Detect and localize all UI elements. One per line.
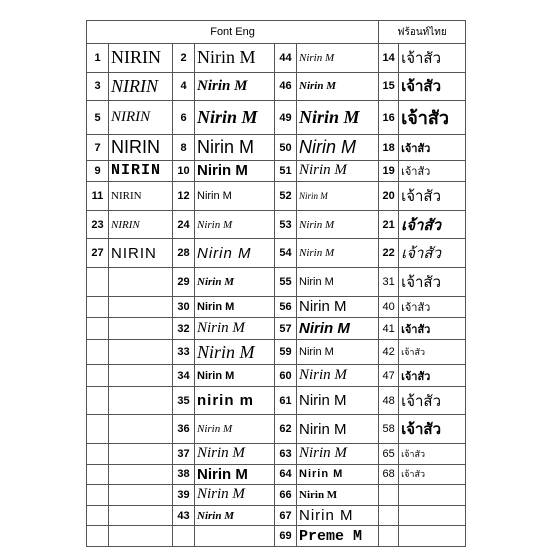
font-sample: Nirin M — [297, 182, 379, 211]
font-sample: Nirin M — [297, 160, 379, 182]
thai-font-sample: เจ้าสัว — [399, 101, 466, 135]
font-number: 55 — [275, 268, 297, 297]
thai-font-sample: เจ้าสัว — [399, 444, 466, 465]
font-number: 15 — [379, 72, 399, 101]
font-number: 21 — [379, 210, 399, 239]
font-number: 10 — [173, 160, 195, 182]
font-sample — [195, 526, 275, 547]
font-sample: Nirin M — [297, 444, 379, 465]
font-sample: Nirin M — [195, 415, 275, 444]
font-sample: NIRIN — [109, 135, 173, 160]
table-row — [87, 239, 466, 268]
font-sample: Nirin M — [195, 464, 275, 485]
font-sample: Nirin M — [195, 485, 275, 506]
font-number: 5 — [87, 101, 109, 135]
font-sample: Nirin M — [297, 365, 379, 387]
font-number: 50 — [275, 135, 297, 160]
font-sample: Nirin M — [297, 239, 379, 268]
font-number: 20 — [379, 182, 399, 211]
font-number: 32 — [173, 318, 195, 340]
font-number: 8 — [173, 135, 195, 160]
font-sample: Nirin M — [195, 239, 275, 268]
font-number: 56 — [275, 296, 297, 318]
font-number: 60 — [275, 365, 297, 387]
thai-font-sample — [399, 526, 466, 547]
font-number: 6 — [173, 101, 195, 135]
font-sample: Nirin M — [297, 44, 379, 73]
font-number — [87, 526, 109, 547]
thai-font-sample: เจ้าสัว — [399, 135, 466, 160]
thai-font-sample: เจ้าสัว — [399, 415, 466, 444]
font-number: 36 — [173, 415, 195, 444]
font-number — [87, 444, 109, 465]
font-sample — [109, 526, 173, 547]
table-row — [87, 160, 466, 182]
font-number: 34 — [173, 365, 195, 387]
font-number: 7 — [87, 135, 109, 160]
table-row — [87, 182, 466, 211]
font-sample: NIRIN — [109, 160, 173, 182]
font-number: 43 — [173, 505, 195, 526]
font-number: 12 — [173, 182, 195, 211]
font-sample: Nirin M — [195, 182, 275, 211]
font-sample: Preme M — [297, 526, 379, 547]
table-row — [87, 72, 466, 101]
font-sample — [109, 386, 173, 415]
font-sample: Nirin M — [297, 485, 379, 506]
font-sample: Nirin M — [297, 296, 379, 318]
font-sample: Nirin M — [297, 135, 379, 160]
font-sample: Nirin M — [195, 444, 275, 465]
font-sample: Nirin M — [195, 44, 275, 73]
font-number: 65 — [379, 444, 399, 465]
font-number — [87, 296, 109, 318]
font-sample: Nirin M — [195, 365, 275, 387]
font-number — [87, 365, 109, 387]
font-sample — [109, 365, 173, 387]
font-sample: NIRIN — [109, 239, 173, 268]
font-sample: NIRIN — [109, 182, 173, 211]
thai-font-sample: เจ้าสัว — [399, 340, 466, 365]
font-number: 63 — [275, 444, 297, 465]
font-number: 33 — [173, 340, 195, 365]
font-sample — [109, 505, 173, 526]
font-number: 4 — [173, 72, 195, 101]
font-sample: Nirin M — [297, 415, 379, 444]
font-sample: Nirin M — [297, 340, 379, 365]
font-number: 48 — [379, 386, 399, 415]
font-sample — [109, 415, 173, 444]
font-number — [379, 526, 399, 547]
thai-font-sample: เจ้าสัว — [399, 318, 466, 340]
font-number: 41 — [379, 318, 399, 340]
font-sample — [109, 340, 173, 365]
font-sample: Nirin M — [297, 318, 379, 340]
font-number — [87, 340, 109, 365]
table-row — [87, 340, 466, 365]
font-sample: Nirin M — [195, 210, 275, 239]
table-row — [87, 464, 466, 485]
font-table — [86, 20, 466, 547]
table-row — [87, 210, 466, 239]
thai-font-sample: เจ้าสัว — [399, 72, 466, 101]
thai-font-sample: เจ้าสัว — [399, 386, 466, 415]
font-number — [379, 505, 399, 526]
font-number: 51 — [275, 160, 297, 182]
font-number: 52 — [275, 182, 297, 211]
font-sample — [109, 464, 173, 485]
font-number — [379, 485, 399, 506]
font-number: 9 — [87, 160, 109, 182]
font-number — [87, 485, 109, 506]
font-number: 29 — [173, 268, 195, 297]
thai-font-sample: เจ้าสัว — [399, 239, 466, 268]
font-number: 40 — [379, 296, 399, 318]
thai-font-sample — [399, 505, 466, 526]
font-number: 44 — [275, 44, 297, 73]
font-number: 58 — [379, 415, 399, 444]
header-row — [87, 21, 466, 44]
font-sample: Nirin M — [195, 160, 275, 182]
font-number: 42 — [379, 340, 399, 365]
font-number — [87, 386, 109, 415]
table-row — [87, 485, 466, 506]
font-number: 46 — [275, 72, 297, 101]
font-number: 57 — [275, 318, 297, 340]
font-sample: Nirin M — [195, 505, 275, 526]
thai-font-sample: เจ้าสัว — [399, 44, 466, 73]
table-row — [87, 526, 466, 547]
font-sample: nirin m — [195, 386, 275, 415]
thai-font-sample: เจ้าสัว — [399, 296, 466, 318]
font-sample: NIRIN — [109, 72, 173, 101]
font-number: 3 — [87, 72, 109, 101]
font-thai-title: ฟร้อนท์ไทย — [379, 21, 466, 44]
font-sample: Nirin M — [297, 464, 379, 485]
font-number: 59 — [275, 340, 297, 365]
font-number: 53 — [275, 210, 297, 239]
font-number — [87, 415, 109, 444]
font-number: 2 — [173, 44, 195, 73]
font-sample — [109, 268, 173, 297]
table-row — [87, 505, 466, 526]
font-number: 11 — [87, 182, 109, 211]
font-number: 39 — [173, 485, 195, 506]
font-number: 35 — [173, 386, 195, 415]
font-sample: Nirin M — [195, 135, 275, 160]
font-sample: Nirin M — [297, 101, 379, 135]
font-number: 62 — [275, 415, 297, 444]
font-sample: Nirin M — [195, 296, 275, 318]
thai-font-sample — [399, 485, 466, 506]
font-number: 1 — [87, 44, 109, 73]
font-sample: Nirin M — [195, 340, 275, 365]
font-number: 22 — [379, 239, 399, 268]
thai-font-sample: เจ้าสัว — [399, 160, 466, 182]
font-sample: Nirin M — [297, 210, 379, 239]
font-eng-title: Font Eng — [87, 21, 379, 44]
font-number — [173, 526, 195, 547]
font-number: 14 — [379, 44, 399, 73]
font-number: 24 — [173, 210, 195, 239]
font-number: 61 — [275, 386, 297, 415]
font-number: 47 — [379, 365, 399, 387]
table-row — [87, 101, 466, 135]
font-number: 68 — [379, 464, 399, 485]
font-sample: Nirin M — [195, 72, 275, 101]
font-number: 64 — [275, 464, 297, 485]
font-number: 38 — [173, 464, 195, 485]
font-number: 16 — [379, 101, 399, 135]
font-number — [87, 318, 109, 340]
font-sample-sheet — [86, 20, 465, 547]
font-number: 69 — [275, 526, 297, 547]
table-row — [87, 268, 466, 297]
thai-font-sample: เจ้าสัว — [399, 365, 466, 387]
font-sample: Nirin M — [297, 268, 379, 297]
table-row — [87, 365, 466, 387]
font-sample: Nirin M — [297, 72, 379, 101]
font-number: 28 — [173, 239, 195, 268]
font-sample: Nirin M — [297, 505, 379, 526]
font-number: 67 — [275, 505, 297, 526]
thai-font-sample: เจ้าสัว — [399, 268, 466, 297]
table-row — [87, 135, 466, 160]
font-sample: Nirin M — [195, 101, 275, 135]
font-number: 31 — [379, 268, 399, 297]
table-row — [87, 386, 466, 415]
thai-font-sample: เจ้าสัว — [399, 210, 466, 239]
font-number: 37 — [173, 444, 195, 465]
table-row — [87, 444, 466, 465]
font-sample: Nirin M — [195, 268, 275, 297]
font-number: 18 — [379, 135, 399, 160]
font-number: 30 — [173, 296, 195, 318]
font-sample: NIRIN — [109, 101, 173, 135]
thai-font-sample: เจ้าสัว — [399, 464, 466, 485]
font-number: 23 — [87, 210, 109, 239]
font-number: 66 — [275, 485, 297, 506]
font-sample — [109, 485, 173, 506]
font-number: 27 — [87, 239, 109, 268]
table-row — [87, 415, 466, 444]
table-row — [87, 318, 466, 340]
thai-font-sample: เจ้าสัว — [399, 182, 466, 211]
font-sample: Nirin M — [195, 318, 275, 340]
font-number: 19 — [379, 160, 399, 182]
font-sample: Nirin M — [297, 386, 379, 415]
font-sample — [109, 444, 173, 465]
font-sample — [109, 318, 173, 340]
font-sample — [109, 296, 173, 318]
font-number — [87, 464, 109, 485]
font-sample: NIRIN — [109, 44, 173, 73]
table-row — [87, 296, 466, 318]
font-number — [87, 505, 109, 526]
font-number: 54 — [275, 239, 297, 268]
font-number — [87, 268, 109, 297]
font-number: 49 — [275, 101, 297, 135]
font-sample: NIRIN — [109, 210, 173, 239]
table-row — [87, 44, 466, 73]
